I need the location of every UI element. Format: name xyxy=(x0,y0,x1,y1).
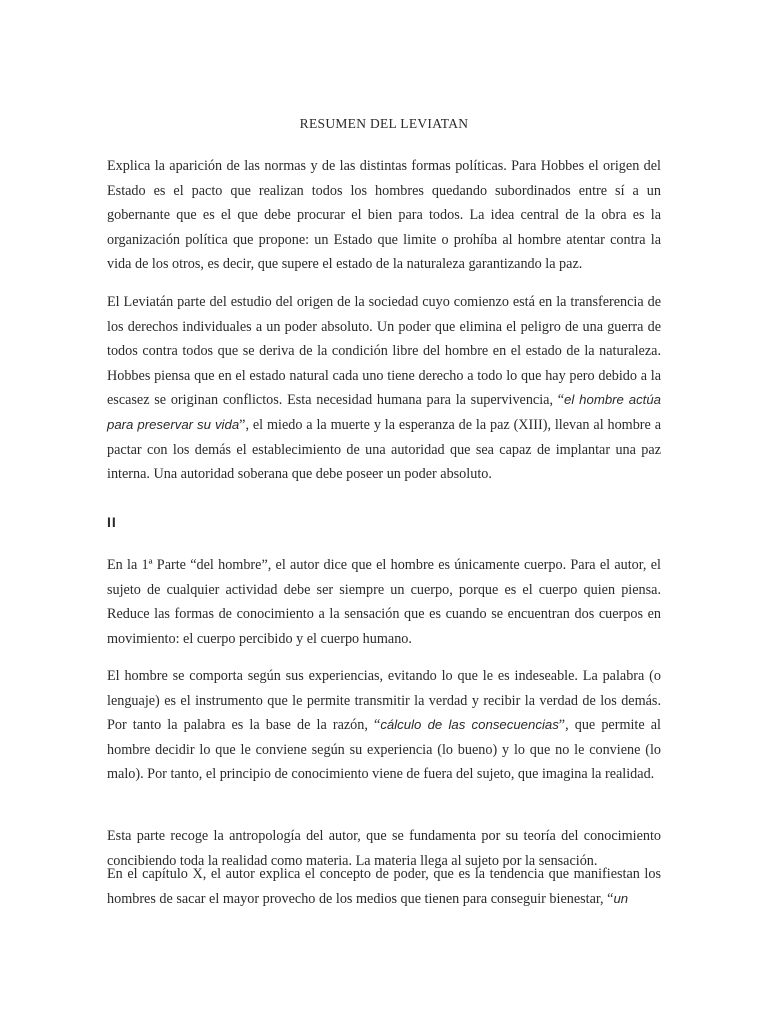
paragraph-3 xyxy=(107,553,661,651)
paragraph-1-text: Explica la aparición de las normas y de las distintas formas políticas. Para Hobbes el origen del Estado es el pacto que realizan todos los hombres quedando subordinados entre sí a un gobernante que es el que debe procurar el bien para todos. La idea central de la obra es la organización política que propone: un Estado que limite o prohíba al hombre atentar contra la vida de los otros, es decir, que supere el estado de la naturaleza garantizando la paz. xyxy=(107,158,661,273)
paragraph-2-text-end: ”, el miedo a la muerte y la esperanza de la paz (XIII), llevan al hombre a pactar con los demás el establecimiento de una autoridad que sea capaz de implantar una paz interna. Una autoridad soberana que debe poseer un poder absoluto. xyxy=(107,416,661,483)
paragraph-6-text: En el capítulo X, el autor explica el concepto de poder, que es la tendencia que manifiestan los hombres de sacar el mayor provecho de los medios que tienen para conseguir bienestar, “ xyxy=(107,866,661,907)
paragraph-1 xyxy=(107,154,661,277)
paragraph-2 xyxy=(107,290,661,487)
section-marker: II xyxy=(107,514,117,530)
paragraph-6-quote: un xyxy=(613,890,629,906)
document-title: RESUMEN DEL LEVIATAN xyxy=(299,116,469,131)
paragraph-5-text: Esta parte recoge la antropología del autor, que se fundamenta por su teoría del conocimiento concibiendo toda la realidad como materia. La materia llega al sujeto por la sensación. xyxy=(107,828,661,869)
paragraph-4-quote: cálculo de las consecuencias xyxy=(380,717,559,733)
paragraph-4-text-end: ”, que permite al hombre decidir lo que le conviene según su experiencia (lo bueno) y lo que no le conviene (lo malo). Por tanto, el principio de conocimiento viene de fuera del sujeto, que imagina la realidad. xyxy=(107,717,661,783)
paragraph-6 xyxy=(107,862,661,911)
paragraph-3-text: En la 1ª Parte “del hombre”, el autor dice que el hombre es únicamente cuerpo. Para el autor, el sujeto de cualquier actividad debe ser siempre un cuerpo, porque es el cuerpo quien piensa. Reduce las formas de conocimiento a la sensación que es cuando se encuentran dos cuerpos en movimiento: el cuerpo percibido y el cuerpo humano. xyxy=(107,557,661,647)
paragraph-4-text-start: El hombre se comporta según sus experiencias, evitando lo que le es indeseable. La palabra (o lenguaje) es el instrumento que le permite transmitir la verdad y recibir la verdad de los demás. Por tanto la palabra es la base de la razón, “ xyxy=(107,668,661,734)
paragraph-2-text-start: El Leviatán parte del estudio del origen de la sociedad cuyo comienzo está en la transferencia de los derechos individuales a un poder absoluto. Un poder que elimina el peligro de una guerra de todos contra todos que se deriva de la condición libre del hombre en el estado de la naturaleza. Hobbes piensa que en el estado natural cada uno tiene derecho a todo lo que hay pero debido a la escasez se originan conflictos. Esta necesidad humana para la supervivencia, “ xyxy=(107,294,661,409)
paragraph-2-quote: el hombre actúa para preservar su vida xyxy=(107,392,661,432)
paragraph-4 xyxy=(107,664,661,787)
